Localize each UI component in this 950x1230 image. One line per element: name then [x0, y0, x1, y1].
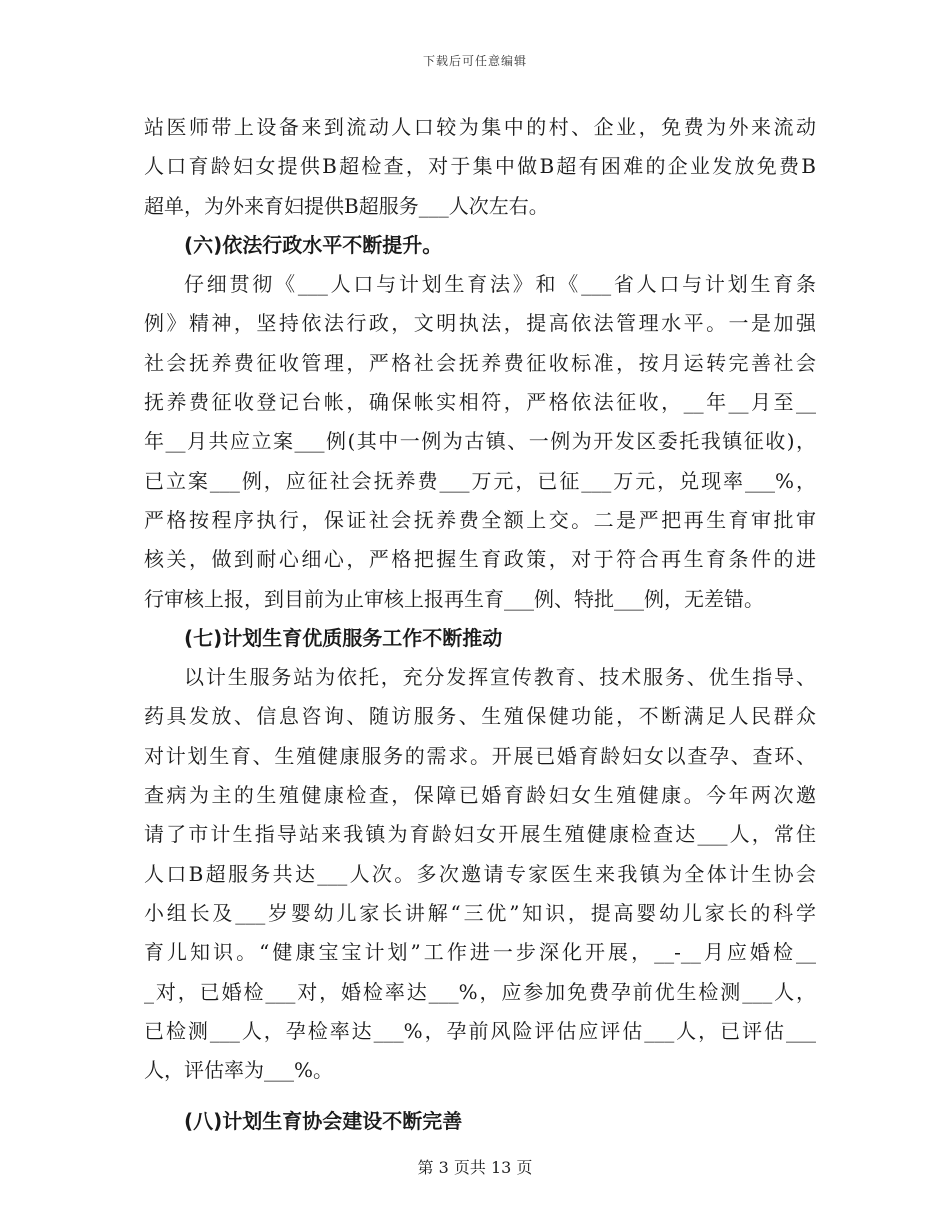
body-line: 仔细贯彻《___人口与计划生育法》和《___省人口与计划生育条 — [184, 272, 816, 297]
body-line: 年__月共应立案___例(其中一例为古镇、一例为开发区委托我镇征收)， — [144, 429, 816, 454]
body-line: 查病为主的生殖健康检查，保障已婚育龄妇女生殖健康。今年两次邀 — [144, 783, 816, 808]
body-line: 超单，为外来育妇提供B超服务___人次左右。 — [144, 193, 549, 218]
page-number: 第 3 页共 13 页 — [417, 1158, 533, 1177]
section-heading-8: (八)计划生育协会建设不断完善 — [184, 1109, 463, 1134]
body-line: 育儿知识。“健康宝宝计划”工作进一步深化开展，__-__月应婚检__ — [144, 940, 816, 965]
body-line: 药具发放、信息咨询、随访服务、生殖保健功能，不断满足人民群众 — [144, 704, 816, 729]
body-line: 小组长及___岁婴幼儿家长讲解“三优”知识，提高婴幼儿家长的科学 — [144, 900, 816, 925]
body-line: 严格按程序执行，保证社会抚养费全额上交。二是严把再生育审批审 — [144, 507, 816, 532]
body-line: 行审核上报，到目前为止审核上报再生育___例、特批___例，无差错。 — [144, 586, 764, 611]
section-heading-6: (六)依法行政水平不断提升。 — [184, 232, 443, 257]
body-line: 核关，做到耐心细心，严格把握生育政策，对于符合再生育条件的进 — [144, 547, 816, 572]
body-line: 人口B超服务共达___人次。多次邀请专家医生来我镇为全体计生协会 — [144, 861, 816, 886]
body-line: 站医师带上设备来到流动人口较为集中的村、企业，免费为外来流动 — [144, 115, 816, 139]
body-line: 请了市计生指导站来我镇为育龄妇女开展生殖健康检查达___人，常住 — [144, 822, 816, 847]
body-line: 例》精神，坚持依法行政，文明执法，提高依法管理水平。一是加强 — [144, 311, 816, 336]
body-line: 对计划生育、生殖健康服务的需求。开展已婚育龄妇女以查孕、查环、 — [144, 743, 816, 768]
body-line: 抚养费征收登记台帐，确保帐实相符，严格依法征收，__年__月至__ — [144, 390, 816, 415]
body-line: 社会抚养费征收管理，严格社会抚养费征收标准，按月运转完善社会 — [144, 350, 816, 375]
body-line: 已检测___人，孕检率达___%，孕前风险评估应评估___人，已评估___ — [144, 1018, 816, 1043]
body-line: 已立案___例，应征社会抚养费___万元，已征___万元，兑现率___%， — [144, 468, 816, 493]
body-line: 人口育龄妇女提供B超检查，对于集中做B超有困难的企业发放免费B — [144, 154, 816, 179]
section-heading-7: (七)计划生育优质服务工作不断推动 — [184, 625, 503, 650]
body-line: 以计生服务站为依托，充分发挥宣传教育、技术服务、优生指导、 — [184, 665, 816, 690]
body-line: 人，评估率为___%。 — [144, 1058, 334, 1083]
document-body — [144, 108, 816, 1142]
body-line: _对，已婚检___对，婚检率达___%，应参加免费孕前优生检测___人， — [144, 979, 816, 1004]
page-header: 下载后可任意编辑 — [422, 54, 527, 68]
